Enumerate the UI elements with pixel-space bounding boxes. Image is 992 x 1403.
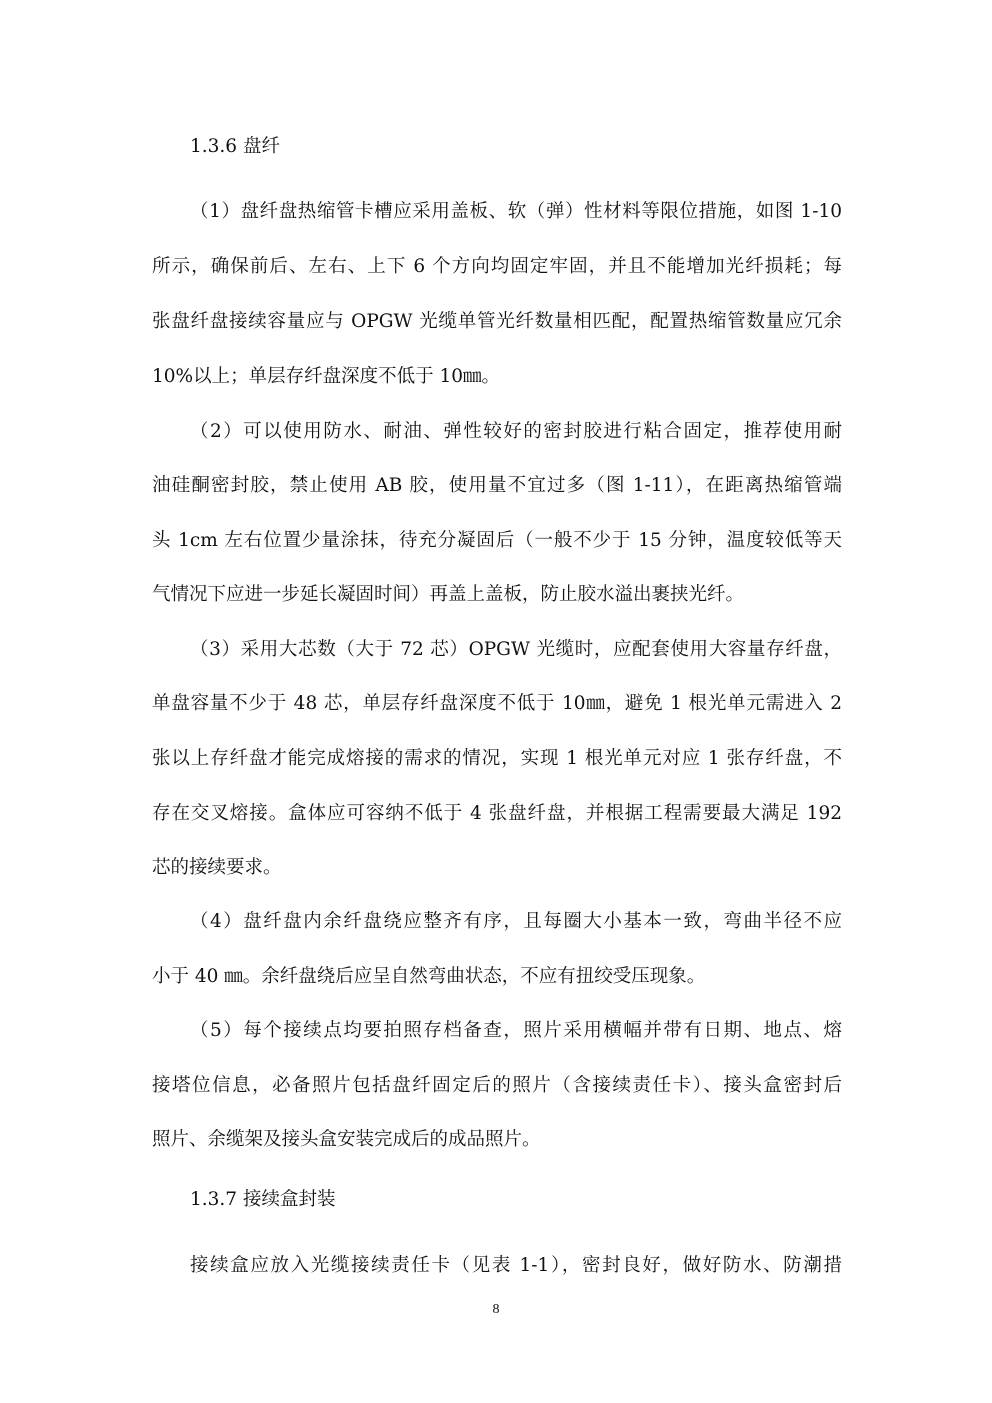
paragraph-3-line-3: 张以上存纤盘才能完成熔接的需求的情况，实现 1 根光单元对应 1 张存纤盘，不 xyxy=(152,748,842,769)
paragraph-1-line-1: （1）盘纤盘热缩管卡槽应采用盖板、软（弹）性材料等限位措施，如图 1-10 xyxy=(190,201,842,222)
paragraph-2-line-2: 油硅酮密封胶，禁止使用 AB 胶，使用量不宜过多（图 1-11），在距离热缩管端 xyxy=(152,475,842,496)
page-number: 8 xyxy=(492,1302,500,1317)
paragraph-1-line-2: 所示，确保前后、左右、上下 6 个方向均固定牢固，并且不能增加光纤损耗；每 xyxy=(152,256,842,277)
paragraph-4-line-2: 小于 40 ㎜。余纤盘绕后应呈自然弯曲状态，不应有扭绞受压现象。 xyxy=(152,966,706,987)
paragraph-3-line-2: 单盘容量不少于 48 芯，单层存纤盘深度不低于 10㎜，避免 1 根光单元需进入 2 xyxy=(152,693,842,714)
section-heading-1-3-7: 1.3.7 接续盒封装 xyxy=(190,1189,336,1210)
paragraph-1-line-4: 10%以上；单层存纤盘深度不低于 10㎜。 xyxy=(152,366,501,387)
paragraph-3-line-5: 芯的接续要求。 xyxy=(152,857,282,878)
paragraph-2-line-3: 头 1cm 左右位置少量涂抹，待充分凝固后（一般不少于 15 分钟，温度较低等天 xyxy=(152,530,842,551)
paragraph-1-line-3: 张盘纤盘接续容量应与 OPGW 光缆单管光纤数量相匹配，配置热缩管数量应冗余 xyxy=(152,311,842,332)
paragraph-5-line-2: 接塔位信息，必备照片包括盘纤固定后的照片（含接续责任卡）、接头盒密封后 xyxy=(152,1075,842,1096)
paragraph-2-line-1: （2）可以使用防水、耐油、弹性较好的密封胶进行粘合固定，推荐使用耐 xyxy=(190,421,842,442)
paragraph-5-line-1: （5）每个接续点均要拍照存档备查，照片采用横幅并带有日期、地点、熔 xyxy=(190,1020,842,1041)
paragraph-4-line-1: （4）盘纤盘内余纤盘绕应整齐有序，且每圈大小基本一致，弯曲半径不应 xyxy=(190,911,842,932)
paragraph-3-line-4: 存在交叉熔接。盒体应可容纳不低于 4 张盘纤盘，并根据工程需要最大满足 192 xyxy=(152,803,842,824)
paragraph-3-line-1: （3）采用大芯数（大于 72 芯）OPGW 光缆时，应配套使用大容量存纤盘， xyxy=(190,639,842,660)
paragraph-6-line-1: 接续盒应放入光缆接续责任卡（见表 1-1），密封良好，做好防水、防潮措 xyxy=(190,1255,842,1276)
paragraph-5-line-3: 照片、余缆架及接头盒安装完成后的成品照片。 xyxy=(152,1129,541,1150)
section-heading-1-3-6: 1.3.6 盘纤 xyxy=(190,136,280,157)
paragraph-2-line-4: 气情况下应进一步延长凝固时间）再盖上盖板，防止胶水溢出裹挟光纤。 xyxy=(152,584,745,605)
